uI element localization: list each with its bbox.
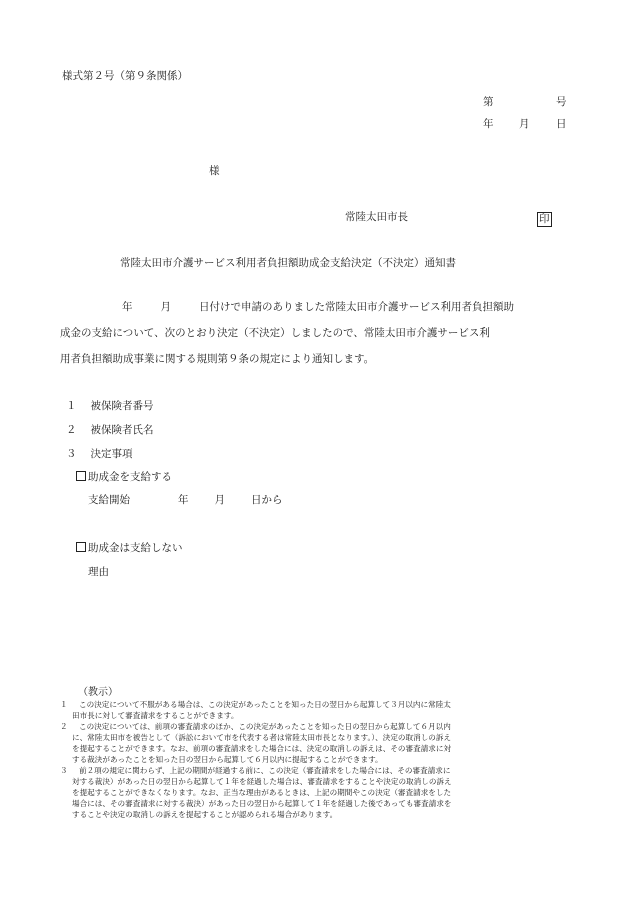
notice-item: [60, 765, 580, 820]
notice-item: [60, 699, 580, 721]
notice-list: [60, 699, 580, 820]
start-month: 月: [214, 494, 225, 506]
deny-label: 助成金は支給しない: [88, 542, 183, 554]
item-label: 被保険者氏名: [90, 424, 154, 436]
item-number: １: [66, 400, 77, 412]
option-deny: [76, 540, 183, 555]
intro-line-2: 成金の支給について、次のとおり決定（不決定）しましたので、常陸太田市介護サービス利: [60, 327, 490, 339]
notice-line: この決定については、前項の審査請求のほか、この決定があったことを知った日の翌日から起算して６月以内: [79, 722, 451, 731]
notice-line: に、常陸太田市を被告として（訴訟において市を代表する者は常陸太田市長となります。）、決定の取消しの訴え: [72, 733, 452, 742]
notice-line: この決定について不服がある場合は、この決定があったことを知った日の翌日から起算して３月以内に常陸太: [79, 700, 451, 709]
intro-year: 年: [122, 301, 133, 313]
form-label: 様式第２号（第９条関係）: [62, 70, 188, 82]
notice-line: を提起することができます。なお、前項の審査請求をした場合には、決定の取消しの訴えは、その審査請求に対: [72, 744, 452, 753]
date-day: 日: [556, 118, 567, 130]
grant-start-line: [88, 492, 283, 507]
doc-number-prefix: 第: [483, 96, 494, 108]
date-month: 月: [519, 118, 530, 130]
start-label: 支給開始: [88, 494, 130, 506]
doc-number-suffix: 号: [556, 96, 567, 108]
notice-line: 対する裁決）があった日の翌日から起算して１年を経過した場合は、審査請求をすることや決定の取消しの訴え: [72, 777, 452, 786]
intro-line-1: [88, 294, 588, 320]
notice-heading: （教示）: [78, 687, 118, 698]
start-year: 年: [178, 494, 189, 506]
option-grant: [76, 469, 172, 484]
notice-line: 場合には、その審査請求に対する裁決）があった日の翌日から起算して１年を経過した後であっても審査請求を: [72, 799, 452, 808]
notice-line: する裁決があったことを知った日の翌日から起算して６月以内に提起することができます。: [72, 755, 383, 764]
document-title: 常陸太田市介護サービス利用者負担額助成金支給決定（不決定）通知書: [120, 257, 456, 269]
notice-item: [60, 721, 580, 765]
addressee-suffix: 様: [209, 165, 220, 177]
item-number: ３: [66, 448, 77, 460]
seal-mark: [537, 207, 552, 227]
notice-line: することや決定の取消しの訴えを提起することが認められる場合があります。: [72, 810, 338, 819]
notice-item-number: ３: [60, 766, 68, 775]
item-decision: [66, 446, 133, 461]
deny-checkbox[interactable]: [76, 542, 86, 552]
date-year: 年: [483, 118, 494, 130]
item-label: 決定事項: [90, 448, 133, 460]
intro-line-3: 用者負担額助成事業に関する規則第９条の規定により通知します。: [60, 353, 375, 365]
notice-line: 田市長に対して審査請求をすることができます。: [72, 711, 239, 720]
notice-item-number: ２: [60, 722, 68, 731]
intro-month: 月: [160, 301, 171, 313]
grant-checkbox[interactable]: [76, 471, 86, 481]
intro-line-1-rest: 日付けで申請のありました常陸太田市介護サービス利用者負担額助: [199, 301, 514, 313]
issuer-title: 常陸太田市長: [345, 211, 408, 223]
notice-item-number: １: [60, 700, 68, 709]
start-day: 日から: [251, 494, 283, 506]
item-number: ２: [66, 424, 77, 436]
reason-label: 理由: [88, 566, 109, 578]
seal-text: 印: [539, 213, 550, 225]
item-label: 被保険者番号: [90, 400, 154, 412]
item-insured-name: [66, 422, 154, 437]
item-insured-number: [66, 398, 154, 413]
notice-line: を提起することができなくなります。なお、正当な理由があるときは、上記の期間やこの決定（審査請求をした: [72, 788, 452, 797]
grant-label: 助成金を支給する: [88, 471, 172, 483]
notice-line: 前２項の規定に関わらず、上記の期間が経過する前に、この決定（審査請求をした場合には、その審査請求に: [79, 766, 451, 775]
intro-paragraph: [60, 294, 588, 372]
